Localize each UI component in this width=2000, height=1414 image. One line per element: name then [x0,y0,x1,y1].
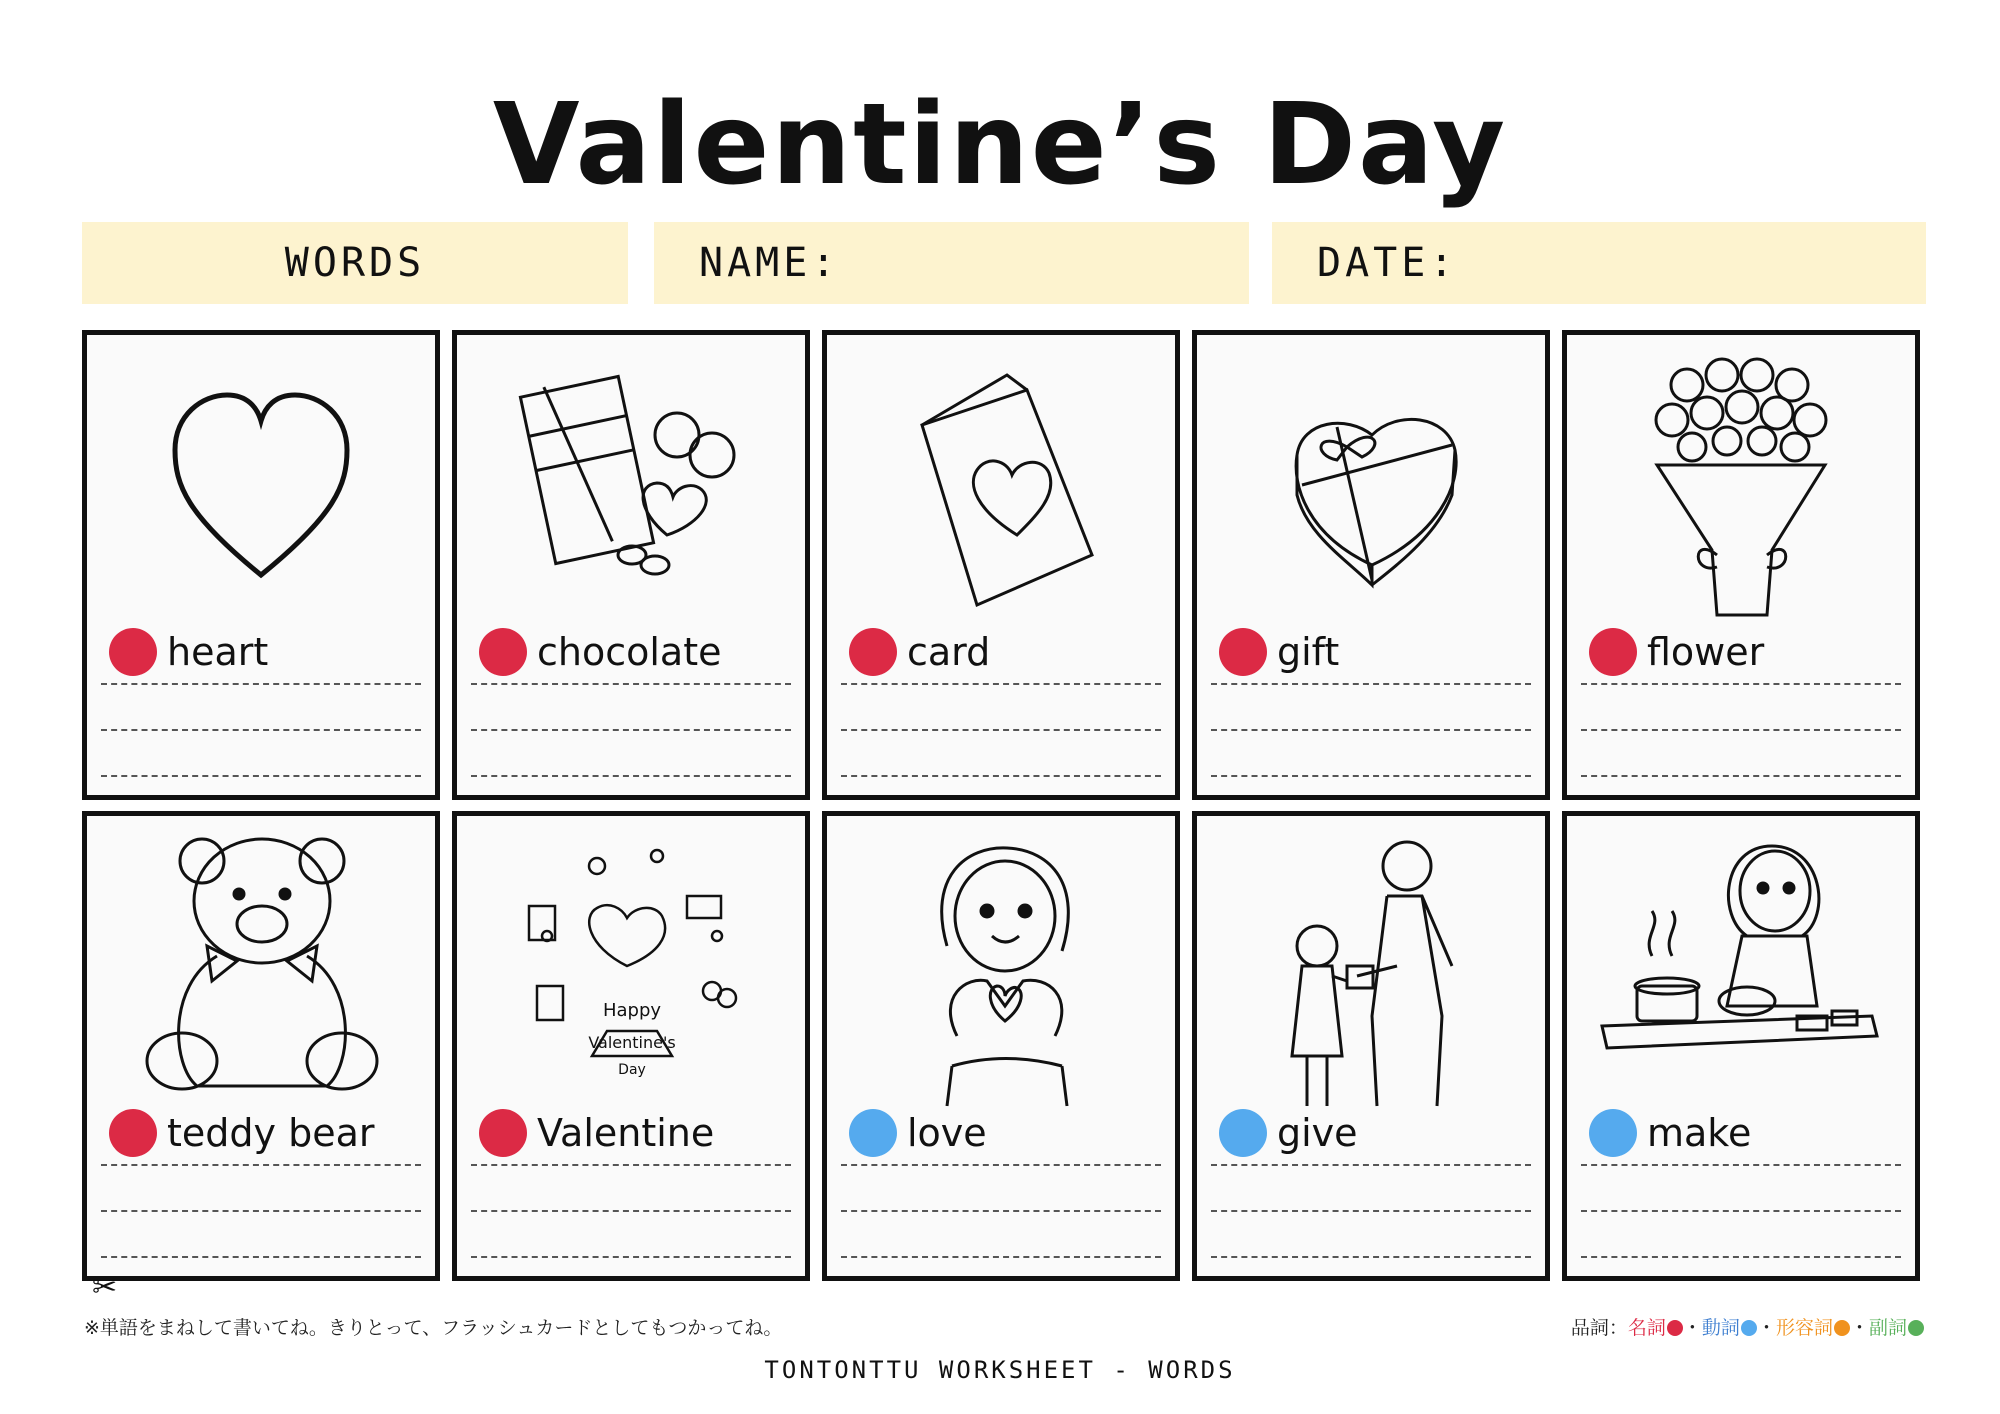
word-label: card [907,630,991,674]
writing-line [841,1164,1161,1166]
writing-line [841,775,1161,777]
heart-icon [87,335,435,635]
writing-line [101,775,421,777]
legend-adverb-label: 副詞 [1868,1317,1907,1339]
writing-line [1581,1210,1901,1212]
valentine-collage-icon [457,816,805,1116]
writing-line [1211,1256,1531,1258]
giving-gift-icon [1197,816,1545,1116]
word-label: give [1277,1111,1358,1155]
bouquet-icon [1567,335,1915,635]
noun-dot [1219,628,1267,676]
writing-line [841,1256,1161,1258]
word-label: heart [167,630,269,674]
words-label: WORDS [284,240,426,286]
writing-line [1581,729,1901,731]
word-card-card [822,330,1180,800]
noun-dot [479,1109,527,1157]
verb-dot [1589,1109,1637,1157]
writing-line [1211,683,1531,685]
writing-line [101,1256,421,1258]
writing-line [101,1164,421,1166]
writing-line [841,683,1161,685]
date-field[interactable] [1272,222,1926,304]
word-card-teddy-bear [82,811,440,1281]
instruction-note: ※単語をまねして書いてね。きりとって、フラッシュカードとしてもつかってね。 [84,1317,783,1339]
writing-line [1581,775,1901,777]
word-card-heart [82,330,440,800]
girl-heart-hands-icon [827,816,1175,1116]
writing-line [471,775,791,777]
verb-dot [1219,1109,1267,1157]
gift-box-icon [1197,335,1545,635]
writing-line [1211,1164,1531,1166]
writing-line [841,729,1161,731]
legend-adjective-label: 形容詞 [1775,1317,1833,1339]
word-card-gift [1192,330,1550,800]
noun-dot [109,628,157,676]
writing-line [841,1210,1161,1212]
word-card-give [1192,811,1550,1281]
part-of-speech-legend [1571,1313,1924,1340]
writing-line [1581,1164,1901,1166]
word-label: make [1647,1111,1752,1155]
word-card-flower [1562,330,1920,800]
writing-line [471,683,791,685]
noun-dot [849,628,897,676]
date-label: DATE: [1317,240,1458,286]
word-card-valentine [452,811,810,1281]
writing-line [101,1210,421,1212]
verb-legend-dot [1741,1320,1757,1336]
word-card-love [822,811,1180,1281]
noun-dot [1589,628,1637,676]
noun-dot [479,628,527,676]
legend-separator: ・ [1682,1317,1702,1339]
collage-valentines-text: Valentine's [588,1033,676,1052]
word-card-make [1562,811,1920,1281]
word-label: chocolate [537,630,722,674]
writing-line [1211,775,1531,777]
writing-line [1211,1210,1531,1212]
cooking-girl-icon [1567,816,1915,1116]
noun-legend-dot [1667,1320,1683,1336]
name-label: NAME: [699,240,840,286]
word-label: love [907,1111,987,1155]
word-label: gift [1277,630,1340,674]
collage-happy-text: Happy [602,1000,662,1021]
writing-line [101,683,421,685]
writing-line [471,1210,791,1212]
word-label: teddy bear [167,1111,375,1155]
legend-verb-label: 動詞 [1701,1317,1740,1339]
verb-dot [849,1109,897,1157]
adverb-legend-dot [1908,1320,1924,1336]
legend-noun-label: 名詞 [1627,1317,1666,1339]
writing-line [471,1256,791,1258]
legend-prefix: 品詞： [1570,1317,1628,1339]
writing-line [1581,683,1901,685]
noun-dot [109,1109,157,1157]
words-header [82,222,628,304]
writing-line [1211,729,1531,731]
footer-credit: TONTONTTU WORKSHEET - WORDS [764,1356,1236,1384]
scissors-icon: ✂ [92,1270,118,1305]
word-label: Valentine [537,1111,715,1155]
legend-separator: ・ [1849,1317,1869,1339]
writing-line [471,1164,791,1166]
writing-line [101,729,421,731]
collage-day-text: Day [618,1062,646,1078]
legend-separator: ・ [1756,1317,1776,1339]
name-field[interactable] [654,222,1249,304]
word-label: flower [1647,630,1765,674]
word-card-chocolate [452,330,810,800]
greeting-card-icon [827,335,1175,635]
chocolate-icon [457,335,805,635]
writing-line [471,729,791,731]
adjective-legend-dot [1834,1320,1850,1336]
worksheet-title: Valentine’s Day [492,80,1508,210]
teddy-bear-icon [87,816,435,1116]
writing-line [1581,1256,1901,1258]
